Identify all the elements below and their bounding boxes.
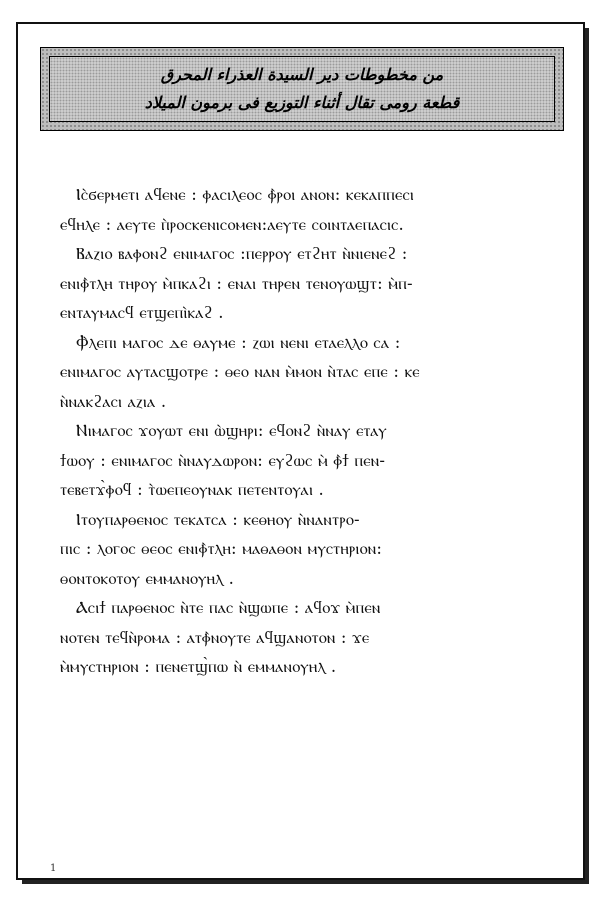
title-banner	[40, 47, 564, 131]
hymn-line: Ⲓⲧⲟⲩⲡⲁⲣⲑⲉⲛⲟⲥ ⲧⲉⲕⲁⲧⲥⲁ : ⲕⲉⲑⲏⲟⲩ ⲛ̀ⲛⲁⲛⲧⲣⲟ-	[76, 509, 360, 529]
hymn-line: ⲙ̀ⲙⲩⲥⲧⲏⲣⲓⲟⲛ : ⲡⲉⲛⲉⲧϣ̀ⲡⲱ ⲛ̀ ⲉⲙⲙⲁⲛⲟⲩⲏⲗ .	[60, 657, 337, 676]
hymn-line: ⲑⲟⲛⲧⲟⲕⲟⲧⲟⲩ ⲉⲙⲙⲁⲛⲟⲩⲏⲗ .	[60, 568, 235, 588]
hymn-line: ⲉⲛⲓⲙⲁⲅⲟⲥ ⲁⲩⲧⲁⲥϣⲟⲧⲣⲉ : ⲑⲉⲟ ⲛⲁⲛ ⲙ̀ⲙⲟⲛ ⲛ̀ⲧⲁⲥ ⲉⲡⲉ : ⲕⲉ	[60, 362, 420, 381]
hymn-line: Ⲃⲁⲍⲓⲟ ⲃⲁⲫⲟⲛϩ ⲉⲛⲓⲙⲁⲅⲟⲥ :ⲡⲉⲣⲣⲟⲩ ⲉⲧϩⲏⲧ ⲛ̀ⲛⲓⲉⲛⲉϩ :	[76, 244, 408, 263]
hymn-line: ⲛ̀ⲛⲁⲕϩⲁⲥⲓ ⲁⲍⲓⲁ .	[60, 391, 167, 411]
hymn-line: Ⲁⲥⲓϯ ⲡⲁⲣⲑⲉⲛⲟⲥ ⲛ̀ⲧⲉ ⲡⲁⲥ ⲛ̀ϣⲱⲡⲉ : ⲁϥⲟϫ ⲙ̀ⲡⲉⲛ	[76, 598, 381, 617]
hymn-line: Ⲫ̀ⲗⲉⲡⲓ ⲙⲁⲅⲟⲥ ⲇⲉ ⲑⲁⲩⲙⲉ : ⲍⲱⲓ ⲛⲉⲛⲓ ⲉⲧⲁⲉⲗⲗⲟ ⲥⲁ :	[76, 332, 401, 352]
hymn-line: Ⲓⲥ̀ϭⲉⲣⲙⲉⲧⲓ ⲁϥⲉⲛⲉ : ⲫⲁⲥⲓⲗⲉⲟⲥ ⲫ̀ⲣⲟⲓ ⲁⲛⲟⲛ: ⲕⲉⲕⲁⲡⲡⲉⲥⲓ	[76, 185, 415, 204]
hymn-line: ⲉⲛⲧⲁⲩⲙⲁⲥϥ ⲉⲧϣⲉⲡⲓ̀ⲕⲁϩ .	[60, 303, 224, 322]
hymn-line: Ⲛⲓⲙⲁⲅⲟⲥ ϫⲟⲩⲱⲧ ⲉⲛⲓ ⲱ̀ϣⲏⲣⲓ: ⲉϥⲟⲛϩ ⲛ̀ⲛⲁⲩ ⲉⲧⲁⲩ	[76, 421, 387, 440]
hymn-line: ⲛⲟⲧⲉⲛ ⲧⲉϥⲛ̀ⲣⲟⲙⲁ : ⲁⲧⲫ̀ⲛⲟⲩⲧⲉ ⲁϥϣⲁⲛⲟⲧⲟⲛ : ϫⲉ	[60, 627, 370, 647]
hymn-line: ⲡⲓⲥ : ⲗⲟⲅⲟⲥ ⲑⲉⲟⲥ ⲉⲛⲓⲫ̀ⲧⲗⲏ: ⲙⲁⲑⲁⲑⲟⲛ ⲙⲩⲥⲧⲏⲣⲓⲟⲛ:	[60, 539, 383, 558]
hymn-line: ⲉϥⲏⲗⲉ : ⲁⲉⲩⲧⲉ ⲡ̀ⲣⲟⲥⲕⲉⲛⲓⲥⲟⲙⲉⲛ:ⲁⲉⲩⲧⲉ ⲥⲟⲓⲛⲧⲁⲉⲡⲁⲥⲓⲥ.	[60, 214, 405, 234]
page-number: 1	[50, 863, 57, 874]
hymn-text-block	[60, 180, 560, 682]
hymn-line: ϯⲱⲟⲩ : ⲉⲛⲓⲙⲁⲅⲟⲥ ⲛ̀ⲛⲁⲩⲇⲱⲣⲟⲛ: ⲉⲩϩⲱⲥ ⲙ̀ ⲫ̀ϯ ⲡⲉⲛ-	[60, 450, 386, 470]
hymn-line: ⲉⲛⲓⲫ̀ⲧⲗⲏ ⲧⲏⲣⲟⲩ ⲙ̀ⲡⲕⲁϩⲓ : ⲉⲛⲁⲓ ⲧⲏⲣⲉⲛ ⲧⲉⲛⲟⲩⲱϣⲧ: ⲙ̀ⲡ-	[60, 273, 413, 293]
title-banner-inner	[49, 56, 555, 122]
banner-title-line-2: قطعة رومى تقال أثناء التوزيع فى برمون الميلاد	[144, 93, 460, 112]
hymn-line: ⲧⲉⲃⲉⲧϫ̀ⲫⲟϥ : ⲧ̀ⲱⲉⲡⲉⲟⲩⲛⲁⲕ ⲡⲉⲧⲉⲛⲧⲟⲩⲁⲓ .	[60, 480, 324, 499]
banner-title-line-1: من مخطوطات دير السيدة العذراء المحرق	[160, 65, 444, 84]
